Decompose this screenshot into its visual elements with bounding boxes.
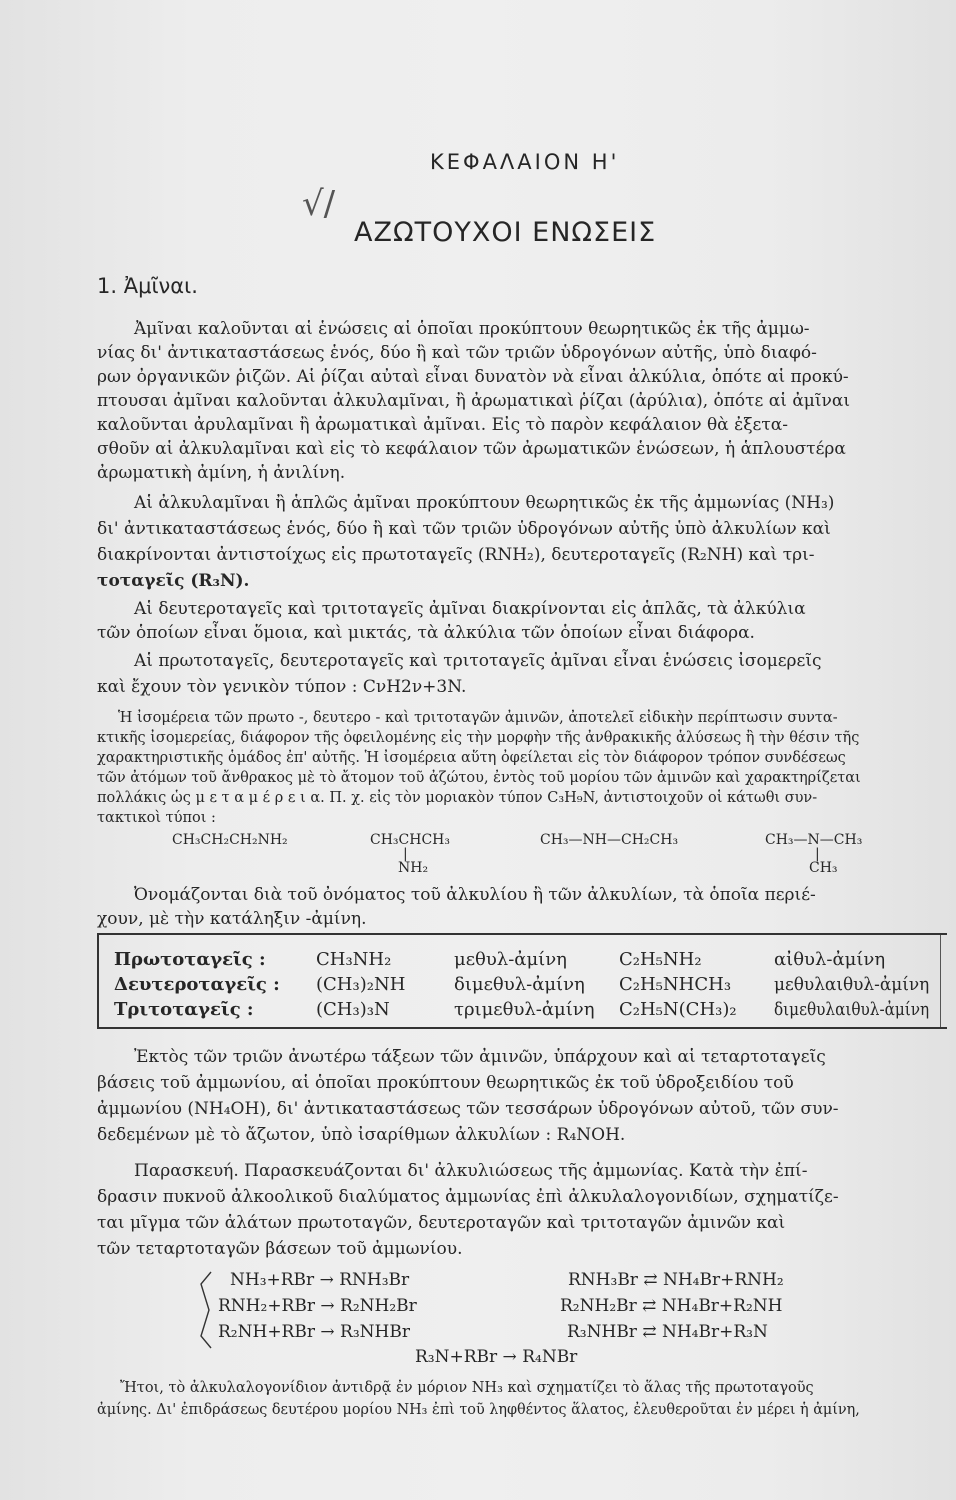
- paragraph-line: ρων ὀργανικῶν ῥιζῶν. Αἱ ῥίζαι αὐταὶ εἶναι δυνατὸν νὰ εἶναι ἀλκύλια, ὁπότε αἱ προκύ-: [97, 367, 849, 387]
- paragraph-line: τοταγεῖς (R₃N).: [97, 571, 250, 591]
- chapter-heading: ΚΕΦΑΛΑΙΟΝ Η': [430, 150, 620, 174]
- paragraph-line: βάσεις τοῦ ἀμμωνίου, αἱ ὁποῖαι προκύπτουν θεωρητικῶς ἐκ τοῦ ὑδροξειδίου τοῦ: [97, 1073, 794, 1093]
- paragraph-line: δι' ἀντικαταστάσεως ἑνός, δύο ἢ καὶ τῶν τριῶν ὑδρογόνων αὐτῆς ὑπὸ ἀλκυλίων καὶ: [97, 519, 831, 539]
- table-formula: C₂H₅NH₂: [619, 949, 702, 970]
- note-line: κτικῆς ἰσομερείας, διάφορον τῆς ὀφειλομένης εἰς τὴν μορφὴν τῆς ἀνθρακικῆς ἁλύσεως ἢ τὴν θέσιν τῆς: [97, 730, 860, 746]
- table-label: Πρωτοταγεῖς :: [114, 949, 266, 970]
- formula-isopropylamine: CH₃CHCH₃: [370, 832, 450, 848]
- paragraph-line: διακρίνονται ἀντιστοίχως εἰς πρωτοταγεῖς (RNH₂), δευτεροταγεῖς (R₂NH) καὶ τρι-: [97, 545, 815, 565]
- table-formula: C₂H₅N(CH₃)₂: [619, 999, 737, 1020]
- formula-methylethylamine: CH₃—NH—CH₂CH₃: [540, 832, 679, 848]
- paragraph-line: Αἱ δευτεροταγεῖς καὶ τριτοταγεῖς ἀμῖναι διακρίνονται εἰς ἁπλᾶς, τὰ ἀλκύλια: [134, 599, 806, 619]
- paragraph-line: τῶν τεταρτοταγῶν βάσεων τοῦ ἀμμωνίου.: [97, 1239, 463, 1259]
- note-line: τῶν ἀτόμων τοῦ ἄνθρακος μὲ τὸ ἄτομον τοῦ ἀζώτου, ἐντὸς τοῦ μορίου τῶν ἀμινῶν καὶ χαρακτηρίζεται: [97, 770, 861, 786]
- paragraph-line: δεδεμένων μὲ τὸ ἄζωτον, ὑπὸ ἰσαρίθμων ἀλκυλίων : R₄NOH.: [97, 1125, 626, 1145]
- paragraph-line: καὶ ἔχουν τὸν γενικὸν τύπον : CνH2ν+3N.: [97, 677, 467, 697]
- paragraph-line: Ὀνομάζονται διὰ τοῦ ὀνόματος τοῦ ἀλκυλίου ἢ τῶν ἀλκυλίων, τὰ ὁποῖα περιέ-: [134, 885, 816, 905]
- paragraph-line: ἀμμωνίου (NH₄OH), δι' ἀντικαταστάσεως τῶν τεσσάρων ὑδρογόνων αὐτοῦ, τῶν συν-: [97, 1099, 839, 1119]
- paragraph-line: σθοῦν αἱ ἀλκυλαμῖναι καὶ εἰς τὸ κεφάλαιον τῶν ἀρωματικῶν ἑνώσεων, ἡ ἁπλουστέρα: [97, 439, 846, 459]
- table-name: τριμεθυλ-ἀμίνη: [454, 999, 595, 1020]
- paragraph-line: Ἐκτὸς τῶν τριῶν ἀνωτέρω τάξεων τῶν ἀμινῶν, ὑπάρχουν καὶ αἱ τεταρτοταγεῖς: [134, 1047, 826, 1067]
- note-line: ἀμίνης. Δι' ἐπιδράσεως δευτέρου μορίου NH₃ ἐπὶ τοῦ ληφθέντος ἅλατος, ἐλευθεροῦται ἐν μέρει ἡ ἀμίνη,: [97, 1402, 860, 1418]
- table-formula: CH₃NH₂: [316, 949, 392, 970]
- note-line: χαρακτηριστικῆς ὁμάδος ἐπ' αὐτῆς. Ἡ ἰσομέρεια αὕτη ὀφείλεται εἰς τὸν διάφορον τρόπον συνδέσεως: [97, 750, 846, 766]
- paragraph-line: πτουσαι ἀμῖναι καλοῦνται ἀλκυλαμῖναι, ἢ ἀρωματικαὶ ῥίζαι (ἀρύλια), ὁπότε αἱ ἀμῖναι: [97, 391, 850, 411]
- formula-bond: |: [403, 846, 408, 862]
- formula-substituent: CH₃: [809, 860, 838, 876]
- amine-table: [97, 933, 947, 1029]
- formula-substituent: NH₂: [398, 860, 429, 876]
- table-label: Τριτοταγεῖς :: [114, 999, 254, 1020]
- reaction-line: NH₃+RBr → RNH₃Br: [230, 1270, 410, 1290]
- table-label: Δευτεροταγεῖς :: [114, 974, 280, 995]
- paragraph-line: Ἀμῖναι καλοῦνται αἱ ἑνώσεις αἱ ὁποῖαι προκύπτουν θεωρητικῶς ἐκ τῆς ἀμμω-: [134, 319, 810, 339]
- section-heading: 1. Ἀμῖναι.: [97, 274, 198, 298]
- paragraph-line: Αἱ πρωτοταγεῖς, δευτεροταγεῖς καὶ τριτοταγεῖς ἀμῖναι εἶναι ἑνώσεις ἰσομερεῖς: [134, 651, 822, 671]
- paragraph-line: Αἱ ἀλκυλαμῖναι ἢ ἁπλῶς ἀμῖναι προκύπτουν θεωρητικῶς ἐκ τῆς ἀμμωνίας (NH₃): [134, 493, 835, 513]
- reaction-line: R₂NH₂Br ⇄ NH₄Br+R₂NH: [560, 1296, 783, 1316]
- paragraph-line: δρασιν πυκνοῦ ἀλκοολικοῦ διαλύματος ἀμμωνίας ἐπὶ ἀλκυλαλογονιδίων, σχηματίζε-: [97, 1187, 839, 1207]
- note-line: τακτικοὶ τύποι :: [97, 810, 216, 826]
- reaction-line: R₃N+RBr → R₄NBr: [415, 1347, 578, 1367]
- note-line: Ἡ ἰσομέρεια τῶν πρωτο -, δευτερο - καὶ τριτοταγῶν ἀμινῶν, ἀποτελεῖ εἰδικὴν περίπτωσιν συντα-: [118, 710, 838, 726]
- reaction-line: RNH₂+RBr → R₂NH₂Br: [218, 1296, 417, 1316]
- reaction-line: R₂NH+RBr → R₃NHBr: [218, 1322, 410, 1342]
- handwritten-mark: √/: [302, 184, 336, 224]
- table-name: διμεθυλ-ἀμίνη: [454, 974, 585, 995]
- reaction-brace: [197, 1270, 213, 1350]
- paragraph-line: καλοῦνται ἀρυλαμῖναι ἢ ἀρωματικαὶ ἀμῖναι. Εἰς τὸ παρὸν κεφάλαιον θὰ ἐξετα-: [97, 415, 788, 435]
- paragraph-line: Παρασκευή. Παρασκευάζονται δι' ἀλκυλιώσεως τῆς ἀμμωνίας. Κατὰ τὴν ἐπί-: [134, 1161, 808, 1181]
- formula-propylamine: CH₃CH₂CH₂NH₂: [172, 832, 288, 848]
- formula-bond: |: [815, 846, 820, 862]
- note-line: Ἤτοι, τὸ ἀλκυλαλογονίδιον ἀντιδρᾷ ἐν μόριον NH₃ καὶ σχηματίζει τὸ ἅλας τῆς πρωτοταγοῦς: [120, 1380, 814, 1396]
- page-title: ΑΖΩΤΟΥΧΟΙ ΕΝΩΣΕΙΣ: [354, 217, 657, 248]
- paragraph-line: χουν, μὲ τὴν κατάληξιν -ἀμίνη.: [97, 909, 367, 929]
- table-name: μεθυλαιθυλ-ἀμίνη: [774, 974, 930, 995]
- table-name: μεθυλ-ἀμίνη: [454, 949, 567, 970]
- table-formula: (CH₃)₃N: [316, 999, 390, 1020]
- reaction-line: R₃NHBr ⇄ NH₄Br+R₃N: [567, 1322, 768, 1342]
- paragraph-line: ται μῖγμα τῶν ἁλάτων πρωτοταγῶν, δευτεροταγῶν καὶ τριτοταγῶν ἀμινῶν καὶ: [97, 1213, 786, 1233]
- table-formula: C₂H₅NHCH₃: [619, 974, 732, 995]
- paragraph-line: ἀρωματικὴ ἀμίνη, ἡ ἀνιλίνη.: [97, 463, 346, 483]
- table-formula: (CH₃)₂NH: [316, 974, 406, 995]
- table-name: αἰθυλ-ἀμίνη: [774, 949, 886, 970]
- formula-trimethylamine: CH₃—N—CH₃: [765, 832, 863, 848]
- paragraph-line: νίας δι' ἀντικαταστάσεως ἑνός, δύο ἢ καὶ τῶν τριῶν ὑδρογόνων αὐτῆς, ὑπὸ διαφό-: [97, 343, 817, 363]
- reaction-line: RNH₃Br ⇄ NH₄Br+RNH₂: [568, 1270, 784, 1290]
- paragraph-line: τῶν ὁποίων εἶναι ὅμοια, καὶ μικτάς, τὰ ἀλκύλια τῶν ὁποίων εἶναι διάφορα.: [97, 623, 755, 643]
- table-name: διμεθυλαιθυλ-ἀμίνη: [774, 999, 930, 1020]
- note-line: πολλάκις ὡς μ ε τ α μ έ ρ ε ι α. Π. χ. εἰς τὸν μοριακὸν τύπον C₃H₉N, ἀντιστοιχοῦν οἱ κάτωθι συν-: [97, 790, 818, 806]
